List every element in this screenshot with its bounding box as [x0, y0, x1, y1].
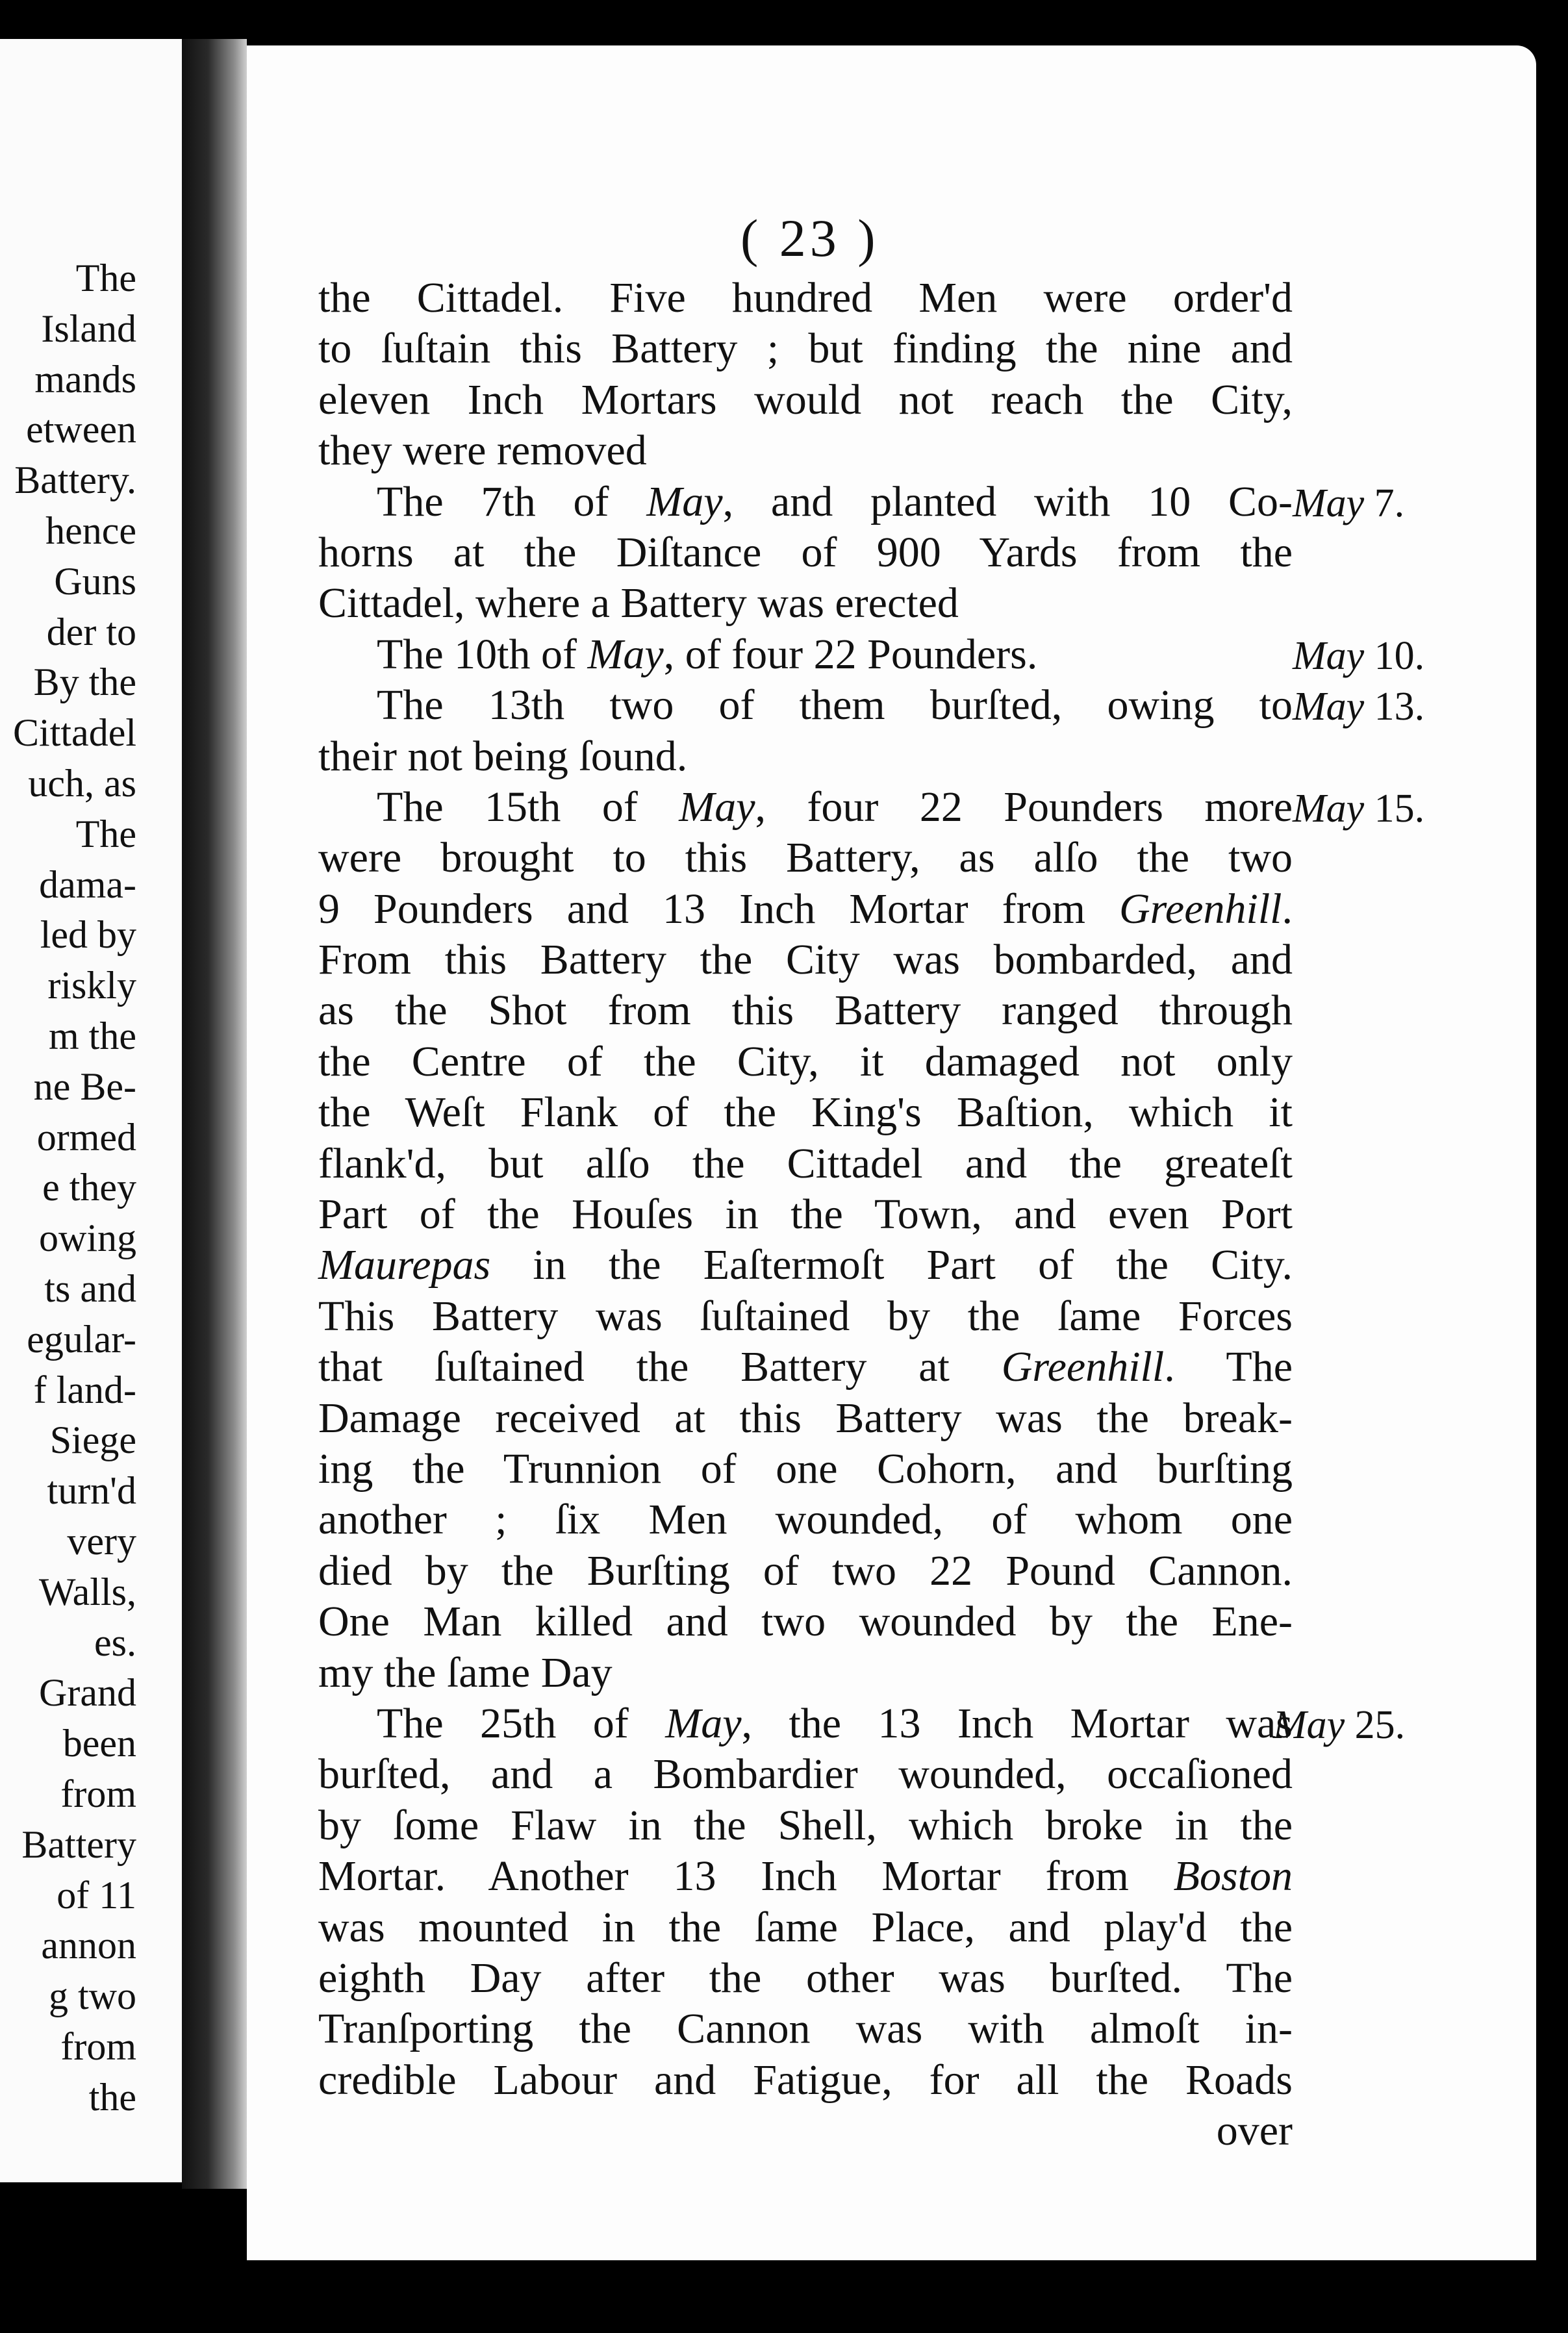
margin-date-note	[1293, 633, 1424, 679]
left-fragment-line: Guns	[54, 559, 136, 603]
italic-text: Greenhill	[1119, 885, 1282, 933]
left-fragment-line: Siege	[49, 1419, 136, 1462]
margin-note-month: May	[1293, 633, 1365, 678]
text-line	[318, 1240, 1293, 1291]
text-segment: they were removed	[318, 427, 647, 475]
left-fragment-line: es.	[94, 1620, 136, 1664]
margin-note-month: May	[1293, 787, 1365, 831]
text-line	[318, 1749, 1293, 1800]
text-line	[318, 1393, 1293, 1444]
margin-note-day: 7.	[1374, 481, 1405, 525]
text-line	[318, 578, 1293, 629]
left-fragment-line: f land-	[33, 1368, 136, 1411]
left-page-text-fragments	[13, 253, 136, 2123]
book-gutter	[182, 39, 247, 2189]
text-line	[318, 375, 1293, 425]
text-line	[318, 1902, 1293, 1953]
left-fragment-line: etween	[26, 408, 136, 451]
left-page	[0, 39, 182, 2182]
margin-note-day: 15.	[1374, 787, 1425, 831]
left-fragment-line: Island	[41, 307, 136, 350]
margin-note-month: May	[1293, 685, 1365, 729]
left-fragment-line: Battery	[21, 1822, 136, 1866]
left-fragment-line: led by	[40, 913, 136, 957]
text-line	[318, 1546, 1293, 1596]
left-fragment-line: turn'd	[47, 1469, 136, 1513]
text-line	[318, 1291, 1293, 1342]
left-fragment-line: e they	[42, 1166, 136, 1209]
page-number: ( 23 )	[740, 208, 879, 268]
italic-text: May	[646, 477, 723, 525]
text-segment: , and planted with 10 Co-	[722, 477, 1293, 525]
text-segment: eighth Day after the other was burſted. The	[318, 1954, 1293, 2002]
text-segment: One Man killed and two wounded by the Ene-	[318, 1598, 1293, 1646]
margin-date-note	[1293, 786, 1424, 832]
margin-date-note	[1293, 481, 1404, 527]
left-fragment-line: ormed	[36, 1115, 136, 1159]
text-line	[318, 782, 1293, 833]
text-segment: died by the Burſting of two 22 Pound Cannon.	[318, 1546, 1293, 1595]
left-fragment-line: owing	[39, 1217, 136, 1260]
left-fragment-line: from	[60, 1772, 136, 1815]
text-line	[318, 2004, 1293, 2054]
text-line	[318, 477, 1293, 527]
text-segment: Cittadel, where a Battery was erected	[318, 579, 959, 627]
text-line	[318, 1139, 1293, 1189]
text-segment: This Battery was ſuſtained by the ſame Forces	[318, 1292, 1293, 1340]
text-line	[318, 2055, 1293, 2106]
text-segment: The 15th of	[377, 783, 679, 831]
margin-date-note	[1273, 1702, 1405, 1748]
left-fragment-line: from	[60, 2024, 136, 2068]
text-segment: ing the Trunnion of one Cohorn, and burſting	[318, 1444, 1293, 1493]
text-line	[318, 527, 1293, 578]
text-segment: was mounted in the ſame Place, and play'd the	[318, 1903, 1293, 1951]
text-line	[318, 1851, 1293, 1902]
margin-date-note	[1293, 684, 1424, 730]
text-segment: credible Labour and Fatigue, for all the Roads	[318, 2056, 1293, 2104]
text-segment: that ſuſtained the Battery at	[318, 1343, 1002, 1391]
text-segment: Part of the Houſes in the Town, and even Port	[318, 1191, 1293, 1239]
text-line	[318, 1037, 1293, 1087]
text-line	[318, 1087, 1293, 1138]
text-segment: 9 Pounders and 13 Inch Mortar from	[318, 885, 1119, 933]
margin-notes	[1273, 0, 1468, 2333]
italic-text: Boston	[1173, 1852, 1293, 1900]
text-segment: The 13th two of them burſted, owing to	[377, 681, 1293, 729]
left-fragment-line: of 11	[57, 1873, 136, 1917]
text-segment: their not being ſound.	[318, 732, 688, 780]
text-segment: to ſuſtain this Battery ; but finding the nine and	[318, 325, 1293, 373]
text-segment: were brought to this Battery, as alſo the two	[318, 834, 1293, 882]
margin-note-month: May	[1273, 1703, 1345, 1748]
left-fragment-line: uch, as	[28, 761, 136, 805]
text-segment: my the ſame Day	[318, 1648, 613, 1696]
left-fragment-line: By the	[33, 661, 136, 704]
text-line	[318, 680, 1293, 731]
text-segment: The 25th of	[377, 1699, 666, 1747]
text-line	[318, 1800, 1293, 1851]
left-fragment-line: g two	[49, 1974, 136, 2018]
left-fragment-line: riskly	[47, 964, 136, 1007]
italic-text: May	[587, 630, 664, 678]
left-fragment-line: The	[75, 812, 136, 855]
italic-text: May	[665, 1699, 742, 1747]
text-line	[318, 1342, 1293, 1393]
body-text	[318, 273, 1293, 2156]
text-segment: eleven Inch Mortars would not reach the City,	[318, 375, 1293, 423]
left-fragment-line: been	[62, 1722, 136, 1765]
italic-text: May	[679, 783, 755, 831]
text-segment: horns at the Diſtance of 900 Yards from the	[318, 528, 1293, 576]
italic-text: Greenhill	[1001, 1343, 1165, 1391]
left-fragment-line: Walls,	[38, 1570, 136, 1613]
text-line	[318, 1494, 1293, 1545]
margin-note-day: 10.	[1374, 633, 1425, 678]
text-line	[318, 1648, 1293, 1698]
text-line	[318, 273, 1293, 323]
text-line	[318, 323, 1293, 374]
margin-note-day: 25.	[1354, 1703, 1406, 1748]
left-fragment-line: Battery.	[14, 459, 136, 502]
text-segment: Tranſporting the Cannon was with almoſt in-	[318, 2005, 1293, 2053]
text-line	[318, 1596, 1293, 1647]
left-fragment-line: Grand	[39, 1671, 136, 1715]
text-segment: .	[1282, 885, 1293, 933]
left-fragment-line: hence	[45, 509, 136, 552]
left-fragment-line: der to	[46, 610, 136, 653]
text-segment: , of four 22 Pounders.	[663, 630, 1038, 678]
left-fragment-line: m the	[49, 1014, 136, 1057]
text-line	[318, 833, 1293, 883]
left-fragment-line: egular-	[27, 1317, 136, 1361]
italic-text: Maurepas	[318, 1241, 491, 1289]
text-line	[318, 1953, 1293, 2004]
text-segment: Damage received at this Battery was the break-	[318, 1394, 1293, 1442]
text-segment: the Centre of the City, it damaged not only	[318, 1037, 1293, 1085]
left-fragment-line: dama-	[39, 863, 136, 906]
left-fragment-line: annon	[41, 1924, 136, 1967]
text-segment: The 10th of	[377, 630, 588, 678]
text-line	[318, 935, 1293, 985]
text-segment: Mortar. Another 13 Inch Mortar from	[318, 1852, 1174, 1900]
text-line	[318, 2106, 1293, 2156]
left-fragment-line: mands	[34, 357, 136, 401]
text-segment: , the 13 Inch Mortar was	[741, 1699, 1293, 1747]
text-segment: as the Shot from this Battery ranged through	[318, 987, 1293, 1035]
left-fragment-line: very	[67, 1519, 136, 1563]
text-segment: flank'd, but alſo the Cittadel and the greateſt	[318, 1139, 1293, 1187]
text-line	[318, 1189, 1293, 1240]
text-segment: the Weſt Flank of the King's Baſtion, which it	[318, 1089, 1293, 1137]
text-segment: another ; ſix Men wounded, of whom one	[318, 1496, 1293, 1544]
text-segment: The 7th of	[377, 477, 647, 525]
text-line	[318, 425, 1293, 476]
text-line	[318, 1698, 1293, 1749]
left-fragment-line: ts and	[44, 1267, 136, 1310]
text-segment: burſted, and a Bombardier wounded, occaſioned	[318, 1750, 1293, 1798]
text-segment: , four 22 Pounders more	[755, 783, 1293, 831]
text-line	[318, 629, 1293, 680]
text-segment: the Cittadel. Five hundred Men were order'd	[318, 274, 1293, 322]
text-segment: in the Eaſtermoſt Part of the City.	[490, 1241, 1293, 1289]
left-fragment-line: The	[75, 257, 136, 299]
text-line	[318, 731, 1293, 782]
left-fragment-line: ne Be-	[33, 1065, 136, 1108]
margin-note-day: 13.	[1374, 685, 1425, 729]
text-segment: over	[1216, 2107, 1293, 2155]
margin-note-month: May	[1293, 481, 1365, 525]
text-segment: by ſome Flaw in the Shell, which broke in the	[318, 1801, 1293, 1849]
text-segment: . The	[1164, 1343, 1293, 1391]
text-line	[318, 1444, 1293, 1494]
text-line	[318, 985, 1293, 1036]
left-fragment-line: the	[88, 2075, 136, 2119]
text-segment: From this Battery the City was bombarded, and	[318, 936, 1293, 984]
left-fragment-line: Cittadel	[13, 711, 136, 755]
text-line	[318, 884, 1293, 935]
